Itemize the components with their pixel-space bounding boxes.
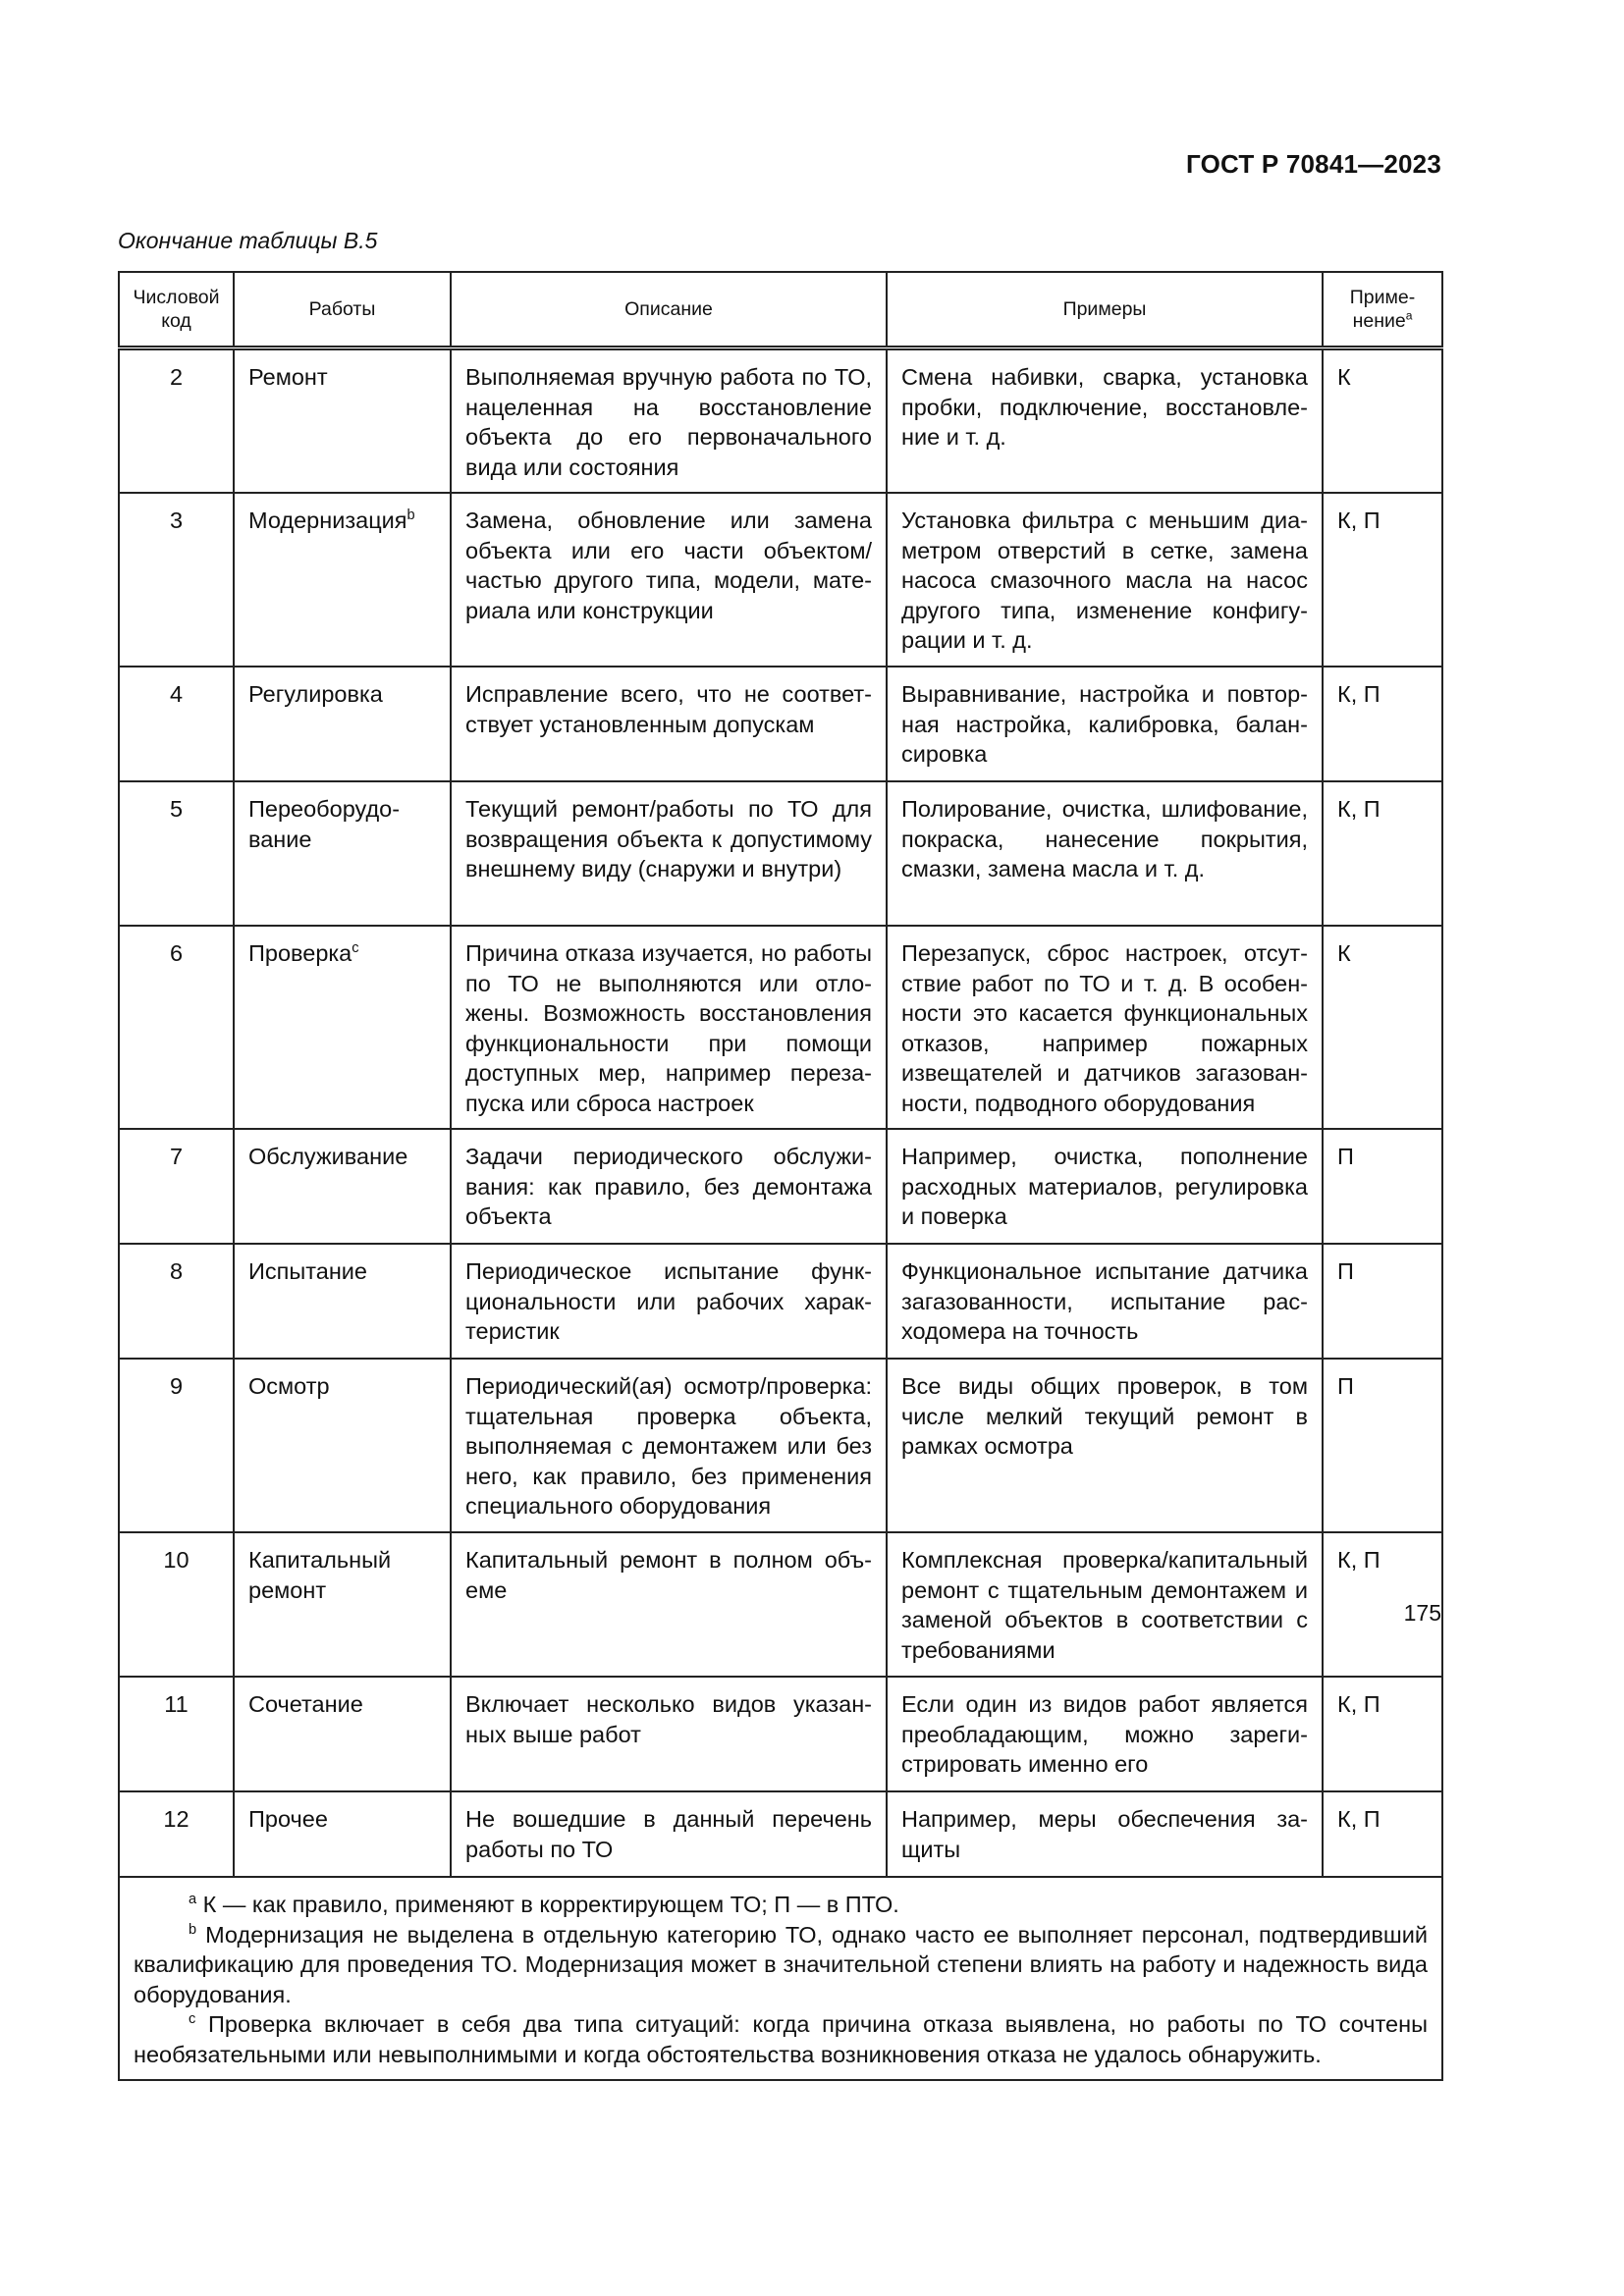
cell-description: Периодический(ая) осмотр/проверка: тщательная проверка объекта, выполняемая с демонтажем или без него, как правило, без применения специального оборудования (451, 1359, 887, 1532)
column-header-code: Числовой код (119, 272, 234, 348)
cell-examples: Смена набивки, сварка, установка пробки, подключение, восстановление и т. д. (887, 348, 1323, 494)
cell-application: К, П (1323, 781, 1442, 926)
cell-application: К (1323, 926, 1442, 1129)
work-label: Обслуживание (248, 1144, 408, 1169)
work-label: Сочетание (248, 1691, 363, 1717)
cell-application: К, П (1323, 1791, 1442, 1877)
footnote-marker: b (189, 1921, 197, 1938)
work-label: Проверка (248, 940, 352, 966)
cell-examples: Выравнивание, настройка и повторная настройка, калибровка, балансировка (887, 667, 1323, 781)
cell-code: 8 (119, 1244, 234, 1359)
cell-application: К, П (1323, 667, 1442, 781)
table-row (119, 926, 1442, 1129)
work-label: Испытание (248, 1258, 367, 1284)
cell-application: К, П (1323, 1677, 1442, 1791)
table-row (119, 1532, 1442, 1677)
cell-application: К, П (1323, 1532, 1442, 1677)
cell-examples: Комплексная проверка/капитальный ремонт с тщательным демонтажем и заменой объектов в соответствии с требованиями (887, 1532, 1323, 1677)
cell-examples: Функциональное испытание датчика загазованности, испытание расходомера на точность (887, 1244, 1323, 1359)
footnote-marker: с (189, 2011, 196, 2028)
cell-code: 2 (119, 348, 234, 494)
footnote-marker: а (1405, 308, 1413, 323)
cell-description: Не вошедшие в данный перечень работы по ТО (451, 1791, 887, 1877)
cell-examples: Полирование, очистка, шлифование, покраска, нанесение покрытия, смазки, замена масла и т. д. (887, 781, 1323, 926)
table-body (119, 348, 1442, 1878)
table-row (119, 667, 1442, 781)
work-label: Переоборудование (248, 796, 401, 852)
table-notes (119, 1877, 1442, 2080)
work-label: Регулировка (248, 681, 383, 707)
table-row (119, 781, 1442, 926)
cell-description: Задачи периодического обслуживания: как правило, без демонтажа объекта (451, 1129, 887, 1244)
cell-application: П (1323, 1129, 1442, 1244)
table-row (119, 348, 1442, 494)
cell-work (234, 493, 451, 667)
cell-examples: Если один из видов работ является преобладающим, можно зарегистрировать именно его (887, 1677, 1323, 1791)
cell-examples: Например, очистка, пополнение расходных материалов, регулировка и поверка (887, 1129, 1323, 1244)
cell-description: Исправление всего, что не соответствует установленным допускам (451, 667, 887, 781)
table-caption: Окончание таблицы В.5 (118, 228, 378, 253)
table-header-row (119, 272, 1442, 348)
cell-work (234, 1677, 451, 1791)
cell-work (234, 348, 451, 494)
cell-code: 12 (119, 1791, 234, 1877)
cell-description: Капитальный ремонт в полном объеме (451, 1532, 887, 1677)
table-footnote (134, 1920, 1428, 2010)
table-row (119, 1244, 1442, 1359)
cell-work (234, 1129, 451, 1244)
cell-application: К (1323, 348, 1442, 494)
column-header-description: Описание (451, 272, 887, 348)
cell-code: 11 (119, 1677, 234, 1791)
column-header-application-label: Приме-нение (1349, 287, 1416, 332)
column-header-application (1323, 272, 1442, 348)
table-row (119, 493, 1442, 667)
cell-work (234, 1532, 451, 1677)
column-header-examples: Примеры (887, 272, 1323, 348)
cell-code: 7 (119, 1129, 234, 1244)
maintenance-work-table (118, 271, 1443, 2081)
footnote-text: Проверка включает в себя два типа ситуаций: когда причина отказа выявлена, но работы по ТО сочтены необязательными или невыполнимыми и когда обстоятельства возникновения отказа не удалось обнаружить. (134, 2011, 1428, 2067)
cell-work (234, 781, 451, 926)
cell-examples: Все виды общих проверок, в том числе мелкий текущий ремонт в рамках осмотра (887, 1359, 1323, 1532)
cell-description: Замена, обновление или замена объекта или его части объектом/частью другого типа, модели, материала или конструкции (451, 493, 887, 667)
footnote-marker: c (352, 940, 359, 957)
cell-examples: Перезапуск, сброс настроек, отсутствие работ по ТО и т. д. В особенности это касается функциональных отказов, например пожарных извещателей и датчиков загазованности, подводного оборудования (887, 926, 1323, 1129)
cell-code: 10 (119, 1532, 234, 1677)
footnote-marker: b (406, 507, 415, 524)
cell-work (234, 1244, 451, 1359)
table-row (119, 1677, 1442, 1791)
page-number: 175 (1403, 1600, 1441, 1626)
cell-code: 5 (119, 781, 234, 926)
work-label: Осмотр (248, 1373, 330, 1399)
table-row (119, 1359, 1442, 1532)
work-label: Прочее (248, 1806, 328, 1832)
document-standard-number: ГОСТ Р 70841—2023 (1186, 149, 1441, 179)
work-label: Капитальный ремонт (248, 1547, 392, 1603)
cell-code: 3 (119, 493, 234, 667)
cell-examples: Например, меры обеспечения защиты (887, 1791, 1323, 1877)
table-footnote (134, 2009, 1428, 2069)
cell-work (234, 1359, 451, 1532)
cell-description: Включает несколько видов указанных выше работ (451, 1677, 887, 1791)
cell-work (234, 926, 451, 1129)
footnote-text: К — как правило, применяют в корректирующем ТО; П — в ПТО. (202, 1892, 899, 1917)
footnote-text: Модернизация не выделена в отдельную категорию ТО, однако часто ее выполняет персонал, подтвердивший квалификацию для проведения ТО. Модернизация может в значительной степени влиять на работу и надежность вида оборудования. (134, 1921, 1428, 2007)
table-notes-row (119, 1877, 1442, 2080)
table-footnote (134, 1890, 1428, 1920)
cell-work (234, 1791, 451, 1877)
cell-description: Причина отказа изучается, но работы по ТО не выполняются или отложены. Возможность восстановления функциональности при помощи доступных мер, например перезапуска или сброса настроек (451, 926, 887, 1129)
cell-description: Текущий ремонт/работы по ТО для возвращения объекта к допустимому внешнему виду (снаружи и внутри) (451, 781, 887, 926)
cell-work (234, 667, 451, 781)
work-label: Модернизация (248, 507, 407, 533)
cell-code: 6 (119, 926, 234, 1129)
cell-code: 4 (119, 667, 234, 781)
table-row (119, 1791, 1442, 1877)
cell-application: П (1323, 1359, 1442, 1532)
cell-application: К, П (1323, 493, 1442, 667)
table-row (119, 1129, 1442, 1244)
cell-code: 9 (119, 1359, 234, 1532)
cell-application: П (1323, 1244, 1442, 1359)
cell-examples: Установка фильтра с меньшим диаметром отверстий в сетке, замена насоса смазочного масла на насос другого типа, изменение конфигурации и т. д. (887, 493, 1323, 667)
work-label: Ремонт (248, 364, 328, 390)
cell-description: Периодическое испытание функциональности или рабочих характеристик (451, 1244, 887, 1359)
column-header-work: Работы (234, 272, 451, 348)
footnote-marker: а (189, 1892, 197, 1908)
cell-description: Выполняемая вручную работа по ТО, нацеленная на восстановление объекта до его первоначального вида или состояния (451, 348, 887, 494)
